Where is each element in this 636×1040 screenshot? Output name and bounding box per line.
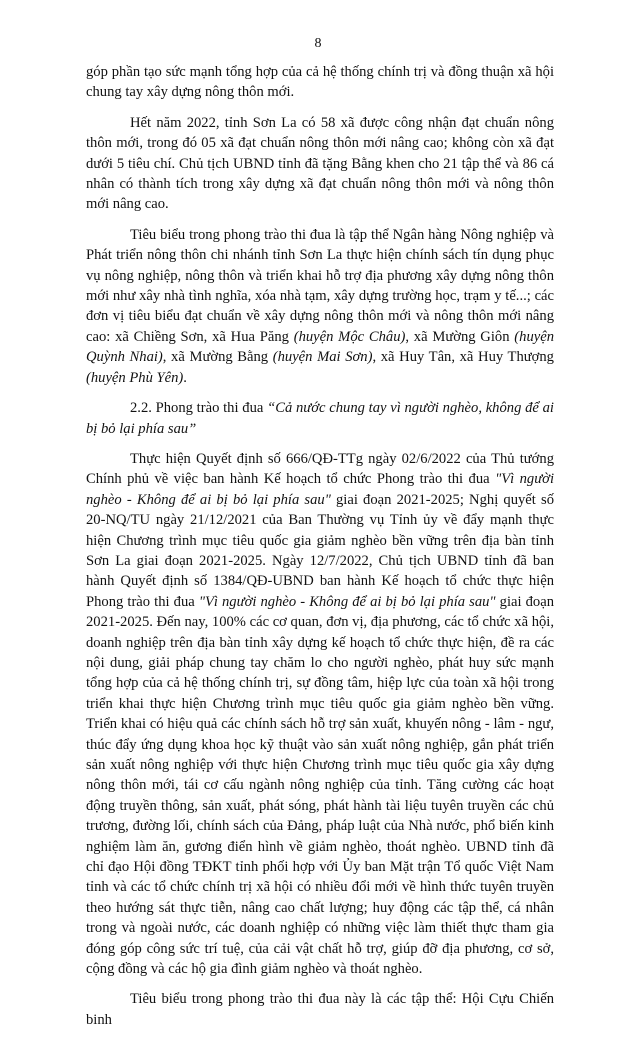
body-text [86, 62, 554, 1040]
paragraph-p2 [86, 225, 554, 388]
text-run: 2.2. Phong trào thi đua [130, 400, 268, 417]
text-run: , xã Huy Tân, xã Huy Thượng [372, 349, 554, 366]
italic-text-run: "Vì người nghèo - Không để ai bị bỏ lại phía sau" [86, 471, 554, 508]
italic-text-run: (huyện Mộc Châu) [293, 328, 406, 345]
paragraph-p5 [86, 989, 554, 1030]
text-run: giai đoạn 2021-2025; Nghị quyết số 20-NQ/TU ngày 21/12/2021 của Ban Thường vụ Tỉnh ủy về đẩy mạnh thực hiện Chương trình mục tiêu quốc gia giảm nghèo bền vững trên địa bàn tỉnh Sơn La giai đoạn 2021-2025. Ngày 12/7/2022, Chủ tịch UBND tỉnh đã ban hành Quyết định số 1384/QĐ-UBND ban hành Kế hoạch tổ chức thực hiện Phong trào thi đua [86, 491, 554, 610]
text-run: Tiêu biểu trong phong trào thi đua là tập thể Ngân hàng Nông nghiệp và Phát triển nông thôn chi nhánh tỉnh Sơn La thực hiện chính sách tín dụng phục vụ nông nghiệp, nông thôn và triển khai hỗ trợ địa phương xây dựng nông thôn mới như xây nhà tình nghĩa, xóa nhà tạm, xây dựng trường học, trạm y tế...; các đơn vị tiêu biểu đạt chuẩn về xây dựng nông thôn mới và nông thôn mới nâng cao: xã Chiềng Sơn, xã Hua Păng [86, 226, 554, 345]
italic-text-run: “Cả nước chung tay vì người nghèo, không để ai bị bỏ lại phía sau” [86, 400, 554, 437]
paragraph-p1 [86, 113, 554, 215]
text-run: , xã Mường Bằng [162, 349, 273, 366]
text-run: giai đoạn 2021-2025. Đến nay, 100% các cơ quan, đơn vị, địa phương, các tổ chức xã hội, doanh nghiệp trên địa bàn tỉnh xây dựng kế hoạch tổ chức thực hiện, đề ra các nội dung, giải pháp chung tay chăm lo cho người nghèo, phát huy sức mạnh tổng hợp của cả hệ thống chính trị, sự đồng tâm, hiệp lực của toàn xã hội trong triển khai thực hiện Chương trình mục tiêu quốc gia giảm nghèo bền vững. Triển khai có hiệu quả các chính sách hỗ trợ sản xuất, khuyến nông - lâm - ngư, thúc đẩy ứng dụng khoa học kỹ thuật vào sản xuất nông nghiệp, gắn phát triển sản xuất nông nghiệp với thực hiện Chương trình mục tiêu quốc gia xây dựng nông thôn mới, tái cơ cấu ngành nông nghiệp của tỉnh. Tăng cường các hoạt động truyền thông, sản xuất, phát sóng, phát hành tài liệu tuyên truyền các chủ trương, đường lối, chính sách của Đảng, pháp luật của Nhà nước, phổ biến kinh nghiệm làm ăn, gương điển hình về giảm nghèo, thoát nghèo. UBND tỉnh đã chỉ đạo Hội đồng TĐKT tỉnh phối hợp với Ủy ban Mặt trận Tổ quốc Việt Nam tỉnh và các tổ chức chính trị xã hội có nhiều đổi mới về hình thức tuyên truyền theo hướng sát thực tiễn, nâng cao chất lượng; huy động các tập thể, cá nhân trong và ngoài nước, các doanh nghiệp có những việc làm thiết thực tham gia đóng góp công sức trí tuệ, của cải vật chất hỗ trợ, giúp đỡ địa phương, cơ sở, cộng đồng và các hộ gia đình giảm nghèo và thoát nghèo. [86, 593, 555, 978]
text-run: góp phần tạo sức mạnh tổng hợp của cả hệ thống chính trị và đồng thuận xã hội chung tay xây dựng nông thôn mới. [86, 64, 554, 101]
text-run: Thực hiện Quyết định số 666/QĐ-TTg ngày 02/6/2022 của Thủ tướng Chính phủ về việc ban hành Kế hoạch tổ chức Phong trào thi đua [86, 450, 554, 488]
text-run: Hết năm 2022, tỉnh Sơn La có 58 xã được công nhận đạt chuẩn nông thôn mới, trong đó 05 xã đạt chuẩn nông thôn mới nâng cao; không còn xã đạt dưới 5 tiêu chí. Chủ tịch UBND tỉnh đã tặng Bằng khen cho 21 tập thể và 86 cá nhân có thành tích trong xây dựng xã đạt chuẩn nông thôn mới và nông thôn mới nâng cao. [86, 114, 554, 213]
paragraph-p3 [86, 398, 554, 439]
page-number: 8 [314, 36, 322, 51]
italic-text-run: "Vì người nghèo - Không để ai bị bỏ lại phía sau" [198, 593, 496, 610]
paragraph-p0 [86, 62, 554, 103]
text-run: , xã Mường Giôn [405, 328, 515, 345]
italic-text-run: (huyện Phù Yên) [86, 369, 184, 386]
italic-text-run: (huyện Quỳnh Nhai) [86, 328, 554, 366]
italic-text-run: (huyện Mai Sơn) [272, 349, 373, 366]
text-run: . [183, 369, 187, 386]
text-run: Tiêu biểu trong phong trào thi đua này là các tập thể: Hội Cựu Chiến binh [86, 991, 554, 1028]
